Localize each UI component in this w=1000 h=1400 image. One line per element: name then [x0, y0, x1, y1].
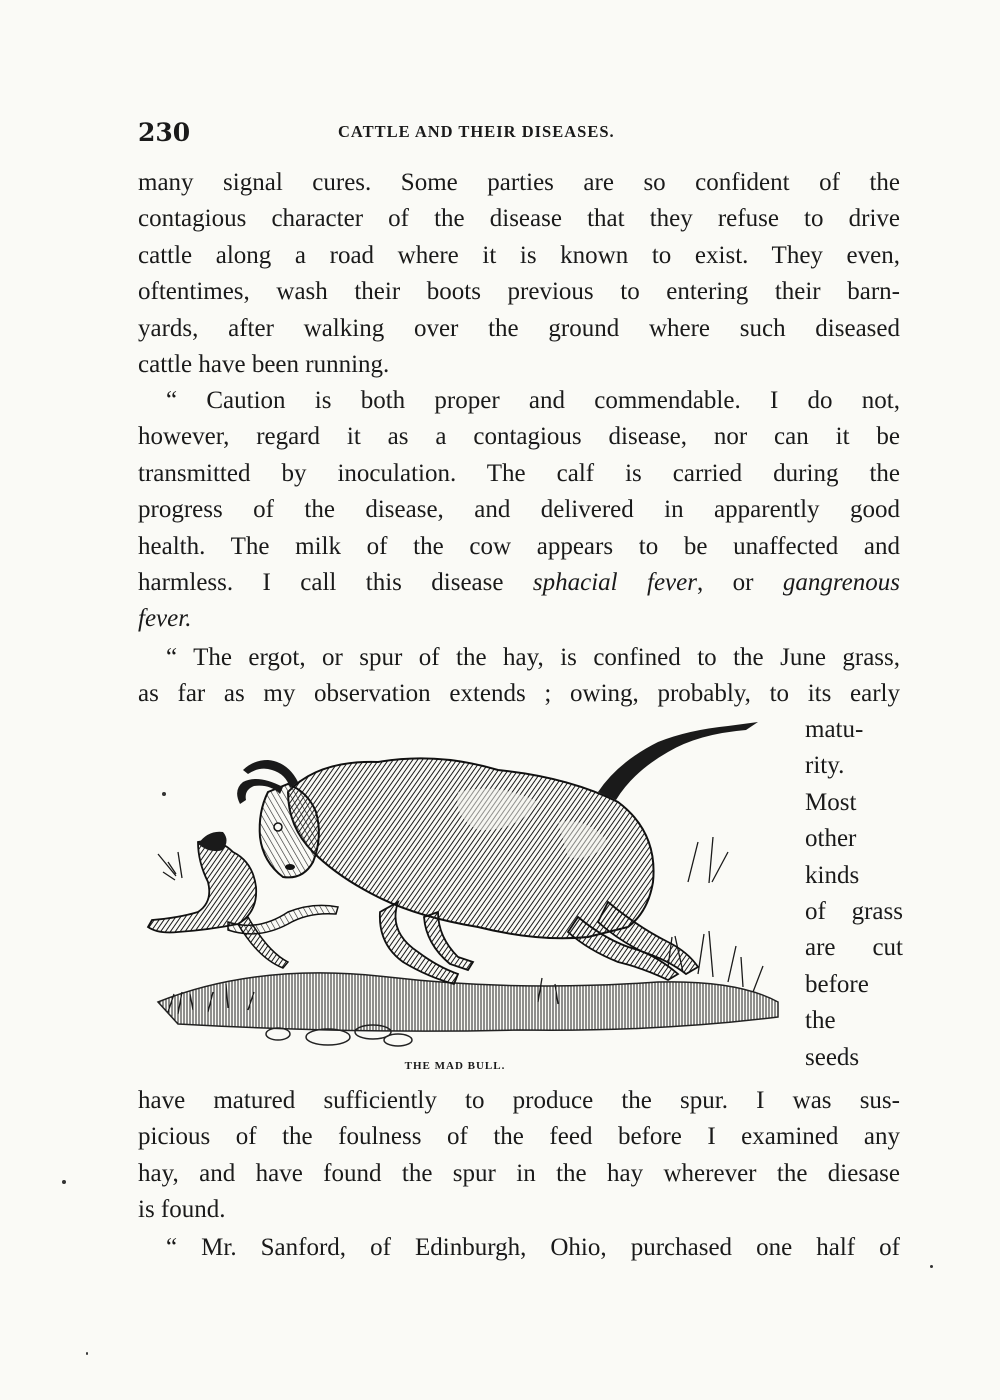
text-run: , or [696, 568, 783, 596]
paragraph-3 [138, 640, 900, 713]
paragraph-4 [138, 1230, 900, 1266]
page-number: 230 [138, 118, 191, 147]
text-line: however, regard it as a contagious disease, nor can it be [138, 423, 900, 451]
scan-speck [930, 1265, 933, 1268]
text-line: picious of the foulness of the feed before I examined any [138, 1123, 900, 1151]
text-line [138, 601, 900, 637]
text-line: yards, after walking over the ground where such diseased [138, 314, 900, 342]
text-line: “ Caution is both proper and commendable. I do not, [166, 387, 900, 414]
mad-bull-illustration [138, 712, 783, 1052]
scan-speck [62, 1180, 66, 1184]
scan-speck [162, 792, 166, 796]
paragraph-2 [138, 383, 900, 638]
text-line: transmitted by inoculation. The calf is carried during the [138, 459, 900, 487]
text-line: many signal cures. Some parties are so confident of the [138, 169, 900, 196]
text-line: health. The milk of the cow appears to be unaffected and [138, 532, 900, 560]
italic-term: gangrenous [782, 568, 900, 596]
text-line [138, 565, 900, 601]
text-line: Most [805, 788, 857, 816]
text-line: cattle have been running. [138, 350, 390, 378]
paragraph-1 [138, 165, 900, 383]
text-line: the [805, 1007, 836, 1035]
text-line: contagious character of the disease that they refuse to drive [138, 205, 900, 233]
italic-term: fever. [138, 605, 192, 633]
paragraph-3-continued [138, 1083, 900, 1229]
running-title: CATTLE AND THEIR DISEASES. [338, 122, 615, 141]
text-line: are cut [805, 934, 903, 962]
side-column-text [805, 712, 903, 1076]
text-line: “ Mr. Sanford, of Edinburgh, Ohio, purchased one half of [166, 1234, 900, 1261]
text-line: have matured sufficiently to produce the spur. I was sus- [138, 1087, 900, 1114]
bull-engraving [138, 712, 783, 1052]
text-line: kinds [805, 861, 860, 889]
text-line: “ The ergot, or spur of the hay, is confined to the June grass, [166, 644, 900, 671]
scan-speck [86, 1352, 88, 1355]
text-line: is found. [138, 1196, 226, 1224]
text-line: hay, and have found the spur in the hay wherever the diesase [138, 1159, 900, 1187]
text-run: harmless. I call this disease [138, 568, 533, 596]
text-line: rity. [805, 752, 845, 780]
running-head [138, 118, 900, 148]
text-line: progress of the disease, and delivered in apparently good [138, 496, 900, 524]
text-line: oftentimes, wash their boots previous to entering their barn- [138, 278, 900, 306]
text-line: before [805, 970, 869, 998]
text-line: of grass [805, 897, 903, 925]
figure-caption: THE MAD BULL. [404, 1060, 506, 1072]
text-line: other [805, 825, 857, 853]
italic-term: sphacial fever [532, 568, 697, 596]
text-line: cattle along a road where it is known to exist. They even, [138, 241, 900, 269]
text-line: seeds [805, 1043, 860, 1071]
text-line: as far as my observation extends ; owing, probably, to its early [138, 680, 900, 708]
text-line: matu- [805, 716, 864, 743]
